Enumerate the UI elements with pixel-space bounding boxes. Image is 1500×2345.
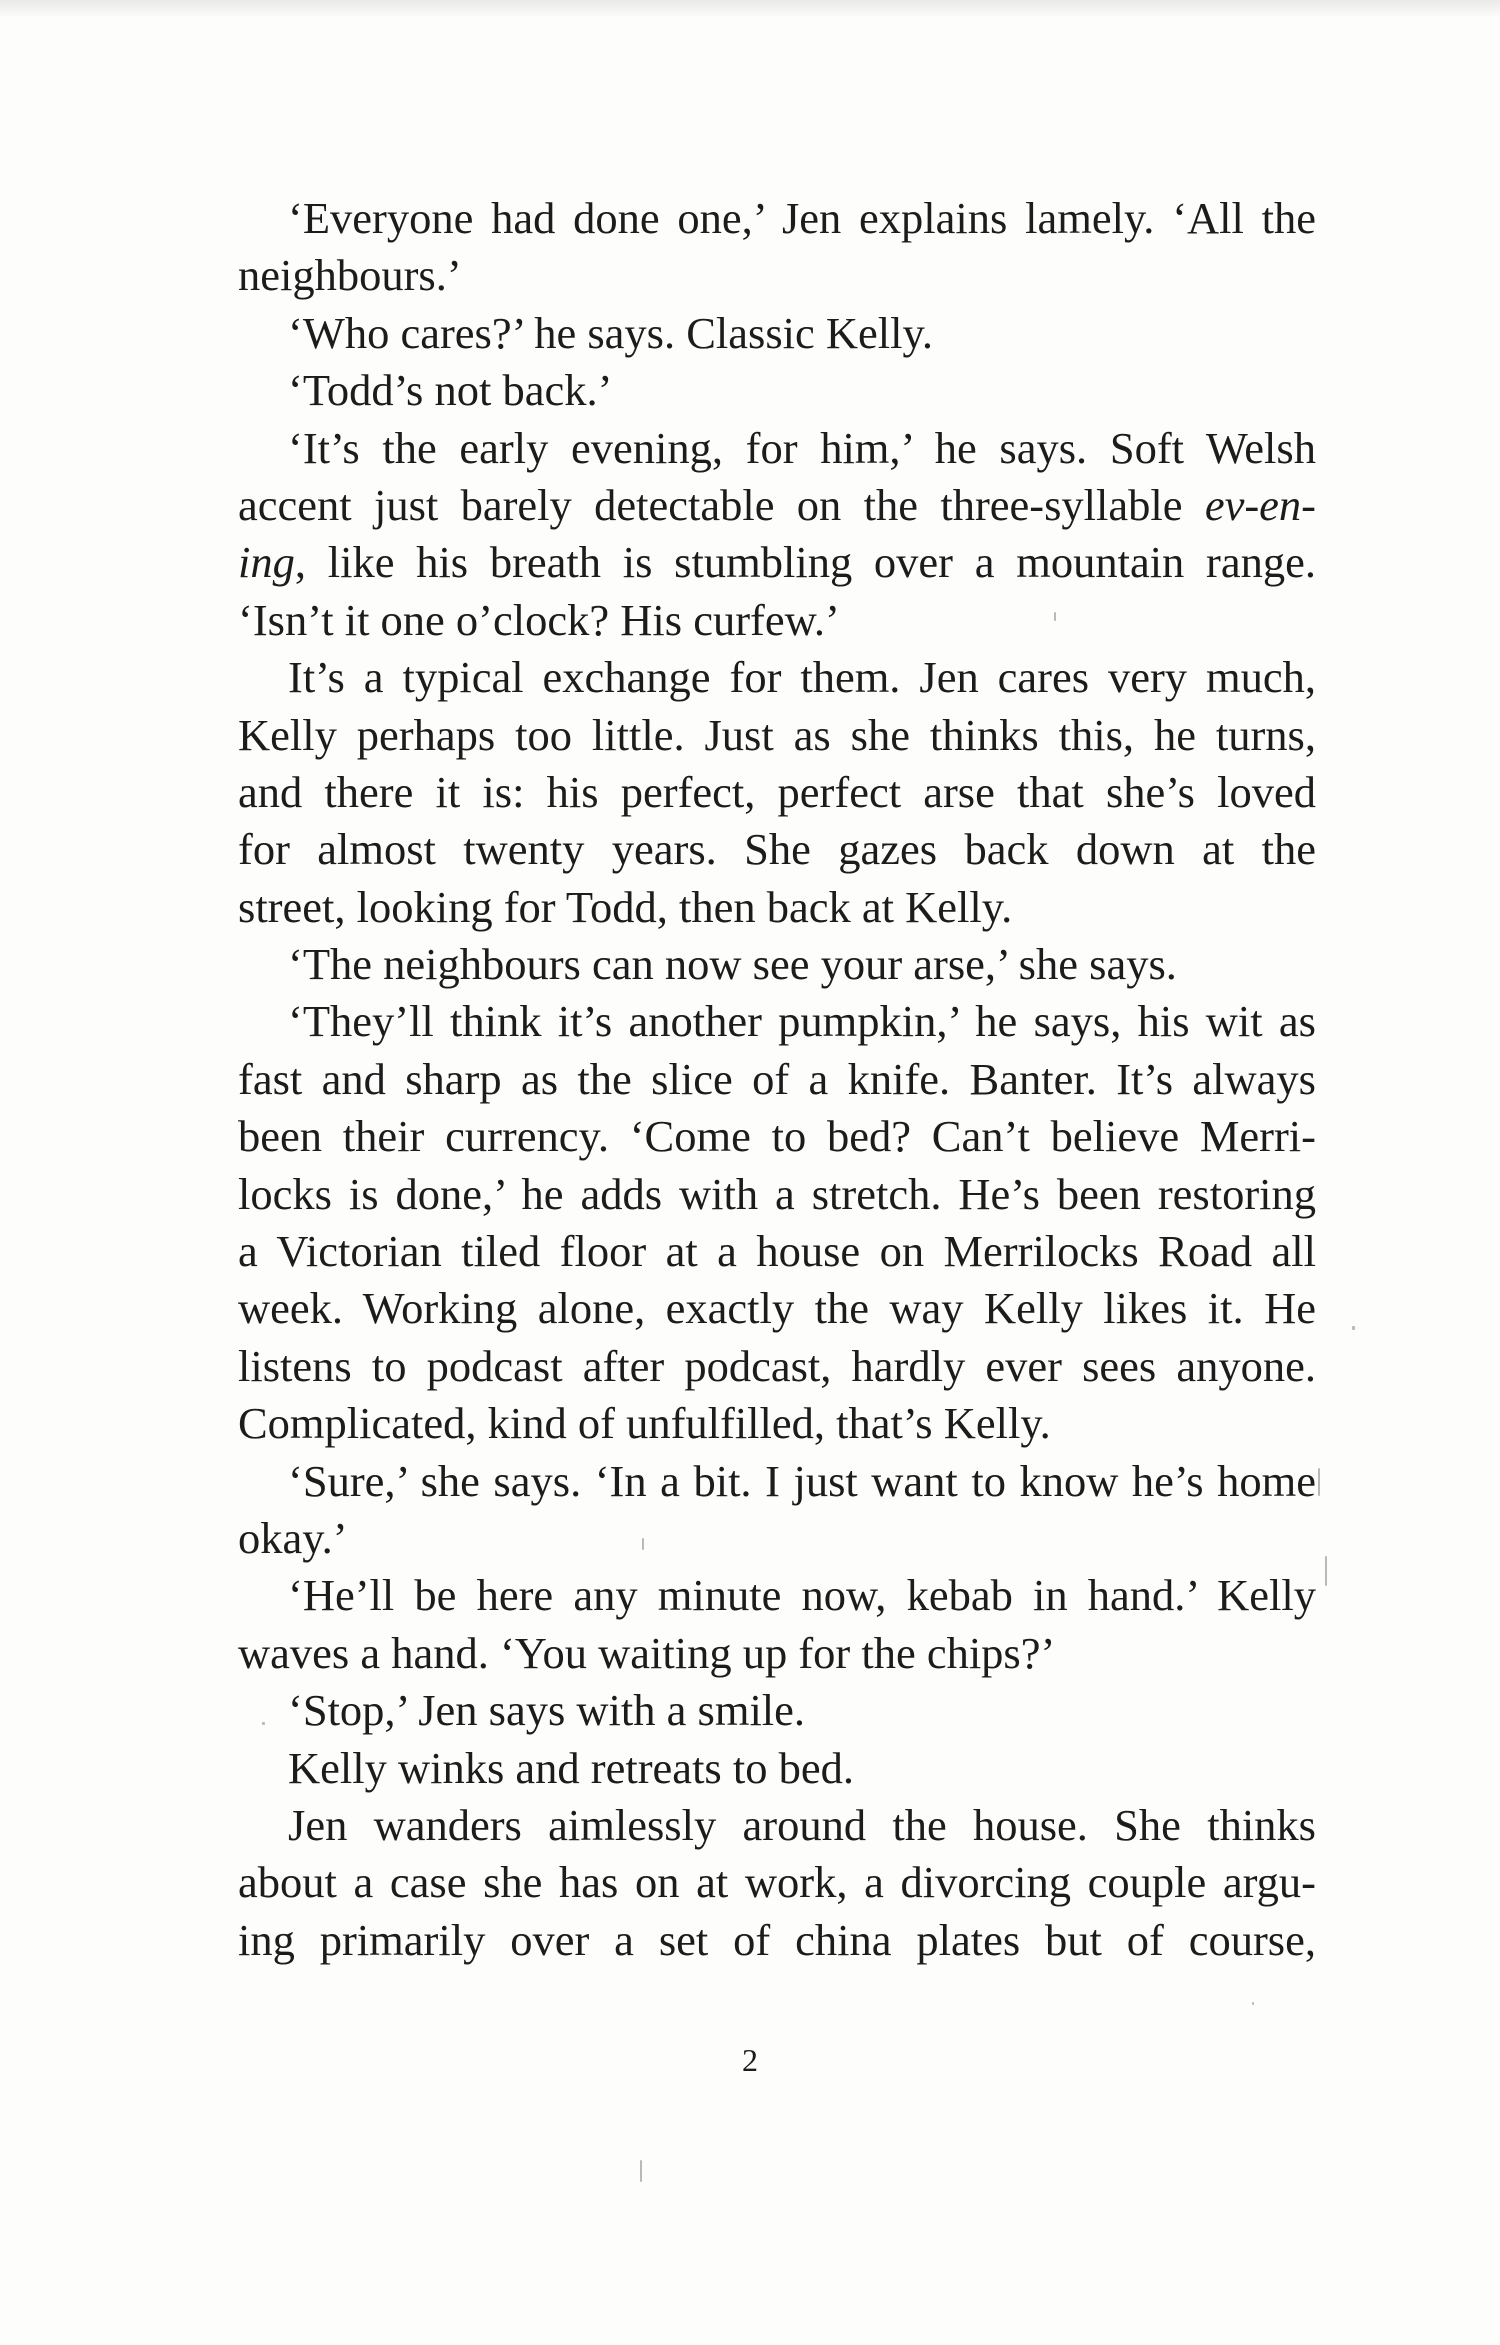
text-line: ‘Who cares?’ he says. Classic Kelly. <box>288 307 934 358</box>
text-line: week. Working alone, exactly the way Kelly likes it. He <box>238 1283 1316 1334</box>
scan-speck <box>642 1538 644 1550</box>
text-line: street, looking for Todd, then back at Kelly. <box>238 881 1013 932</box>
text-line: ‘They’ll think it’s another pumpkin,’ he says, his wit as <box>288 996 1316 1047</box>
page-top-edge <box>0 0 1500 18</box>
text-line: It’s a typical exchange for them. Jen cares very much, <box>288 652 1316 703</box>
text-line: Kelly perhaps too little. Just as she thinks this, he turns, <box>238 709 1316 760</box>
scan-speck <box>1054 612 1056 621</box>
text-line: ing primarily over a set of china plates but of course, <box>238 1914 1316 1965</box>
scan-speck <box>1325 1556 1327 1586</box>
text-line: ‘Sure,’ she says. ‘In a bit. I just want to know he’s home <box>288 1455 1316 1506</box>
scan-speck <box>1352 1326 1355 1330</box>
scan-speck <box>640 2160 642 2182</box>
text-line <box>238 534 1316 591</box>
text-line: for almost twenty years. She gazes back down at the <box>238 824 1316 875</box>
text-line: ‘He’ll be here any minute now, kebab in hand.’ Kelly <box>288 1570 1316 1621</box>
text-line: neighbours.’ <box>238 250 462 301</box>
text-line: a Victorian tiled floor at a house on Merrilocks Road all <box>238 1226 1316 1277</box>
page-number: 2 <box>742 2042 758 2078</box>
text-line: been their currency. ‘Come to bed? Can’t believe Merri- <box>238 1111 1316 1162</box>
text-line: listens to podcast after podcast, hardly ever sees anyone. <box>238 1340 1316 1391</box>
text-line: ‘Everyone had done one,’ Jen explains lamely. ‘All the <box>288 193 1316 243</box>
scan-speck <box>1318 1468 1320 1496</box>
text-segment: , like his breath is stumbling over a mountain range. <box>294 537 1316 588</box>
italic-word: ing <box>238 537 295 588</box>
body-text <box>238 190 1316 1969</box>
text-line: locks is done,’ he adds with a stretch. He’s been restoring <box>238 1168 1316 1219</box>
italic-word: ev-en- <box>1204 479 1316 530</box>
text-line: Jen wanders aimlessly around the house. She thinks <box>288 1799 1316 1850</box>
text-line: okay.’ <box>238 1512 348 1563</box>
text-line: about a case she has on at work, a divorcing couple argu- <box>238 1857 1316 1908</box>
text-line: ‘It’s the early evening, for him,’ he says. Soft Welsh <box>288 422 1316 473</box>
text-line: ‘The neighbours can now see your arse,’ she says. <box>288 939 1177 990</box>
scan-speck <box>262 1722 265 1725</box>
text-line: ‘Stop,’ Jen says with a smile. <box>288 1685 806 1736</box>
text-line: waves a hand. ‘You waiting up for the chips?’ <box>238 1627 1056 1678</box>
text-line <box>238 477 1316 534</box>
scan-speck <box>1252 2002 1254 2005</box>
text-line: Complicated, kind of unfulfilled, that’s Kelly. <box>238 1398 1051 1449</box>
text-line: ‘Isn’t it one o’clock? His curfew.’ <box>238 594 840 645</box>
text-line: Kelly winks and retreats to bed. <box>288 1742 854 1793</box>
text-line: fast and sharp as the slice of a knife. Banter. It’s always <box>238 1053 1316 1104</box>
text-segment: accent just barely detectable on the three-syllable <box>238 479 1183 530</box>
text-line: and there it is: his perfect, perfect arse that she’s loved <box>238 766 1316 817</box>
text-line: ‘Todd’s not back.’ <box>288 365 613 416</box>
